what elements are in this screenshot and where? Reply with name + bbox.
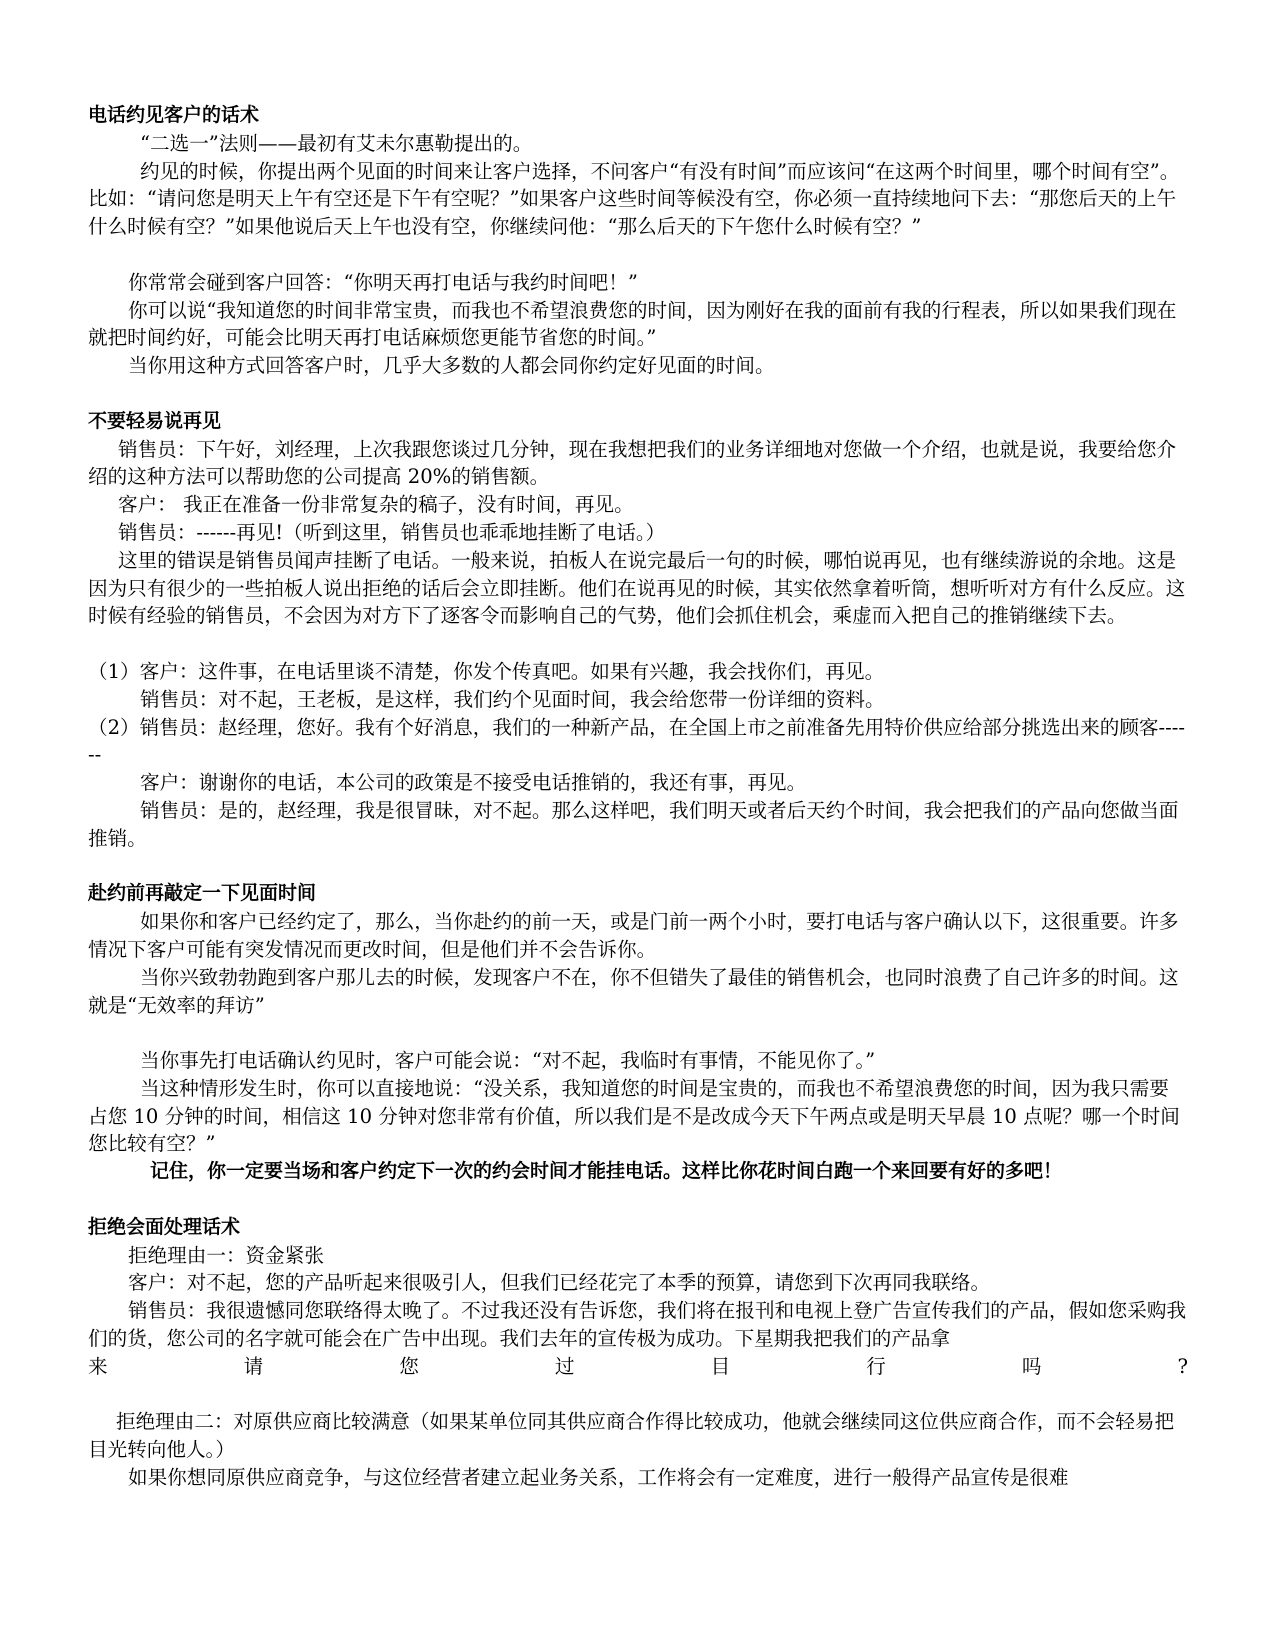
spread-char: ? <box>1177 1354 1188 1378</box>
paragraph: 当你兴致勃勃跑到客户那儿去的时候，发现客户不在，你不但错失了最佳的销售机会，也同时浪费了自己许多的时间。这就是“无效率的拜访” <box>88 965 1179 1017</box>
paragraph: 销售员：对不起，王老板，是这样，我们约个见面时间，我会给您带一份详细的资料。 <box>140 687 885 711</box>
paragraph: 销售员：下午好，刘经理，上次我跟您谈过几分钟，现在我想把我们的业务详细地对您做一个介绍，也就是说，我要给您介绍的这种方法可以帮助您的公司提高 20%的销售额。 <box>88 437 1177 489</box>
spread-line <box>88 1353 1188 1381</box>
paragraph: 约见的时候，你提出两个见面的时间来让客户选择，不问客户“有没有时间”而应该问“在这两个时间里，哪个时间有空”。比如：“请问您是明天上午有空还是下午有空呢？”如果客户这些时间等候没有空，你必须一直持续地问下去：“那您后天的上午什么时候有空？”如果他说后天上午也没有空，你继续问他：“那么后天的下午您什么时候有空？” <box>88 159 1180 239</box>
paragraph: 销售员：------再见!（听到这里，销售员也乖乖地挂断了电话。） <box>118 520 666 544</box>
spread-char: 过 <box>554 1354 575 1378</box>
spread-char: 目 <box>710 1354 731 1378</box>
spread-char: 来 <box>88 1354 108 1378</box>
paragraph: 如果你和客户已经约定了，那么，当你赴约的前一天，或是门前一两个小时，要打电话与客户确认以下，这很重要。许多情况下客户可能有突发情况而更改时间，但是他们并不会告诉你。 <box>88 910 1179 961</box>
paragraph: 你可以说“我知道您的时间非常宝贵，而我也不希望浪费您的时间，因为刚好在我的面前有我的行程表，所以如果我们现在就把时间约好，可能会比明天再打电话麻烦您更能节省您的时间。” <box>88 298 1177 350</box>
paragraph: 客户：对不起，您的产品听起来很吸引人，但我们已经花完了本季的预算，请您到下次再同我联络。 <box>128 1271 991 1295</box>
paragraph: （2）销售员：赵经理，您好。我有个好消息，我们的一种新产品，在全国上市之前准备先用特价供应给部分挑选出来的顾客------ <box>88 715 1186 767</box>
section-heading: 拒绝会面处理话术 <box>88 1215 241 1238</box>
paragraph: 当你用这种方式回答客户时，几乎大多数的人都会同你约定好见面的时间。 <box>128 354 775 378</box>
spread-char: 请 <box>243 1354 264 1378</box>
paragraph: （1）客户：这件事，在电话里谈不清楚，你发个传真吧。如果有兴趣，我会找你们，再见。 <box>88 659 885 683</box>
paragraph: 拒绝理由一：资金紧张 <box>128 1243 324 1267</box>
paragraph: 你常常会碰到客户回答：“你明天再打电话与我约时间吧！” <box>128 270 638 294</box>
paragraph: 当你事先打电话确认约见时，客户可能会说：“对不起，我临时有事情，不能见你了。” <box>140 1049 876 1073</box>
paragraph: 拒绝理由二：对原供应商比较满意（如果某单位同其供应商合作得比较成功，他就会继续同这位供应商合作，而不会轻易把目光转向他人。） <box>88 1410 1175 1462</box>
paragraph: 销售员：是的，赵经理，我是很冒昧，对不起。那么这样吧，我们明天或者后天约个时间，我会把我们的产品向您做当面推销。 <box>88 798 1179 850</box>
spread-char: 您 <box>399 1354 419 1378</box>
spread-char: 吗 <box>1021 1354 1042 1378</box>
paragraph: 客户：谢谢你的电话，本公司的政策是不接受电话推销的，我还有事，再见。 <box>140 771 807 795</box>
paragraph: 销售员：我很遗憾同您联络得太晚了。不过我还没有告诉您，我们将在报刊和电视上登广告宣传我们的产品，假如您采购我们的货，您公司的名字就可能会在广告中出现。我们去年的宣传极为成功。下星期我把我们的产品拿 <box>88 1299 1187 1351</box>
paragraph: 当这种情形发生时，你可以直接地说：“没关系，我知道您的时间是宝贵的，而我也不希望浪费您的时间，因为我只需要占您 10 分钟的时间，相信这 10 分钟对您非常有价值，所以我们是不是改成今天下午两点或是明天早晨 10 点呢？哪一个时间您比较有空？” <box>88 1076 1180 1156</box>
spread-char: 行 <box>866 1354 886 1378</box>
section-heading: 赴约前再敲定一下见面时间 <box>88 882 317 905</box>
paragraph: 如果你想同原供应商竞争，与这位经营者建立起业务关系，工作将会有一定难度，进行一般得产品宣传是很难 <box>128 1466 1069 1490</box>
section-heading: 电话约见客户的话术 <box>88 104 260 126</box>
section-heading: 不要轻易说再见 <box>88 409 222 432</box>
paragraph: “二选一”法则——最初有艾未尔惠勒提出的。 <box>140 131 533 155</box>
document-body <box>88 102 1188 1492</box>
paragraph: 客户： 我正在准备一份非常复杂的稿子，没有时间，再见。 <box>118 493 634 517</box>
paragraph: 这里的错误是销售员闻声挂断了电话。一般来说，拍板人在说完最后一句的时候，哪怕说再见，也有继续游说的余地。这是因为只有很少的一些拍板人说出拒绝的话后会立即挂断。他们在说再见的时候，其实依然拿着听筒，想听听对方有什么反应。这时候有经验的销售员，不会因为对方下了逐客令而影响自己的气势，他们会抓住机会，乘虚而入把自己的推销继续下去。 <box>88 548 1186 628</box>
bold-reminder: 记住，你一定要当场和客户约定下一次的约会时间才能挂电话。这样比你花时间白跑一个来回要有好的多吧！ <box>150 1160 1063 1183</box>
